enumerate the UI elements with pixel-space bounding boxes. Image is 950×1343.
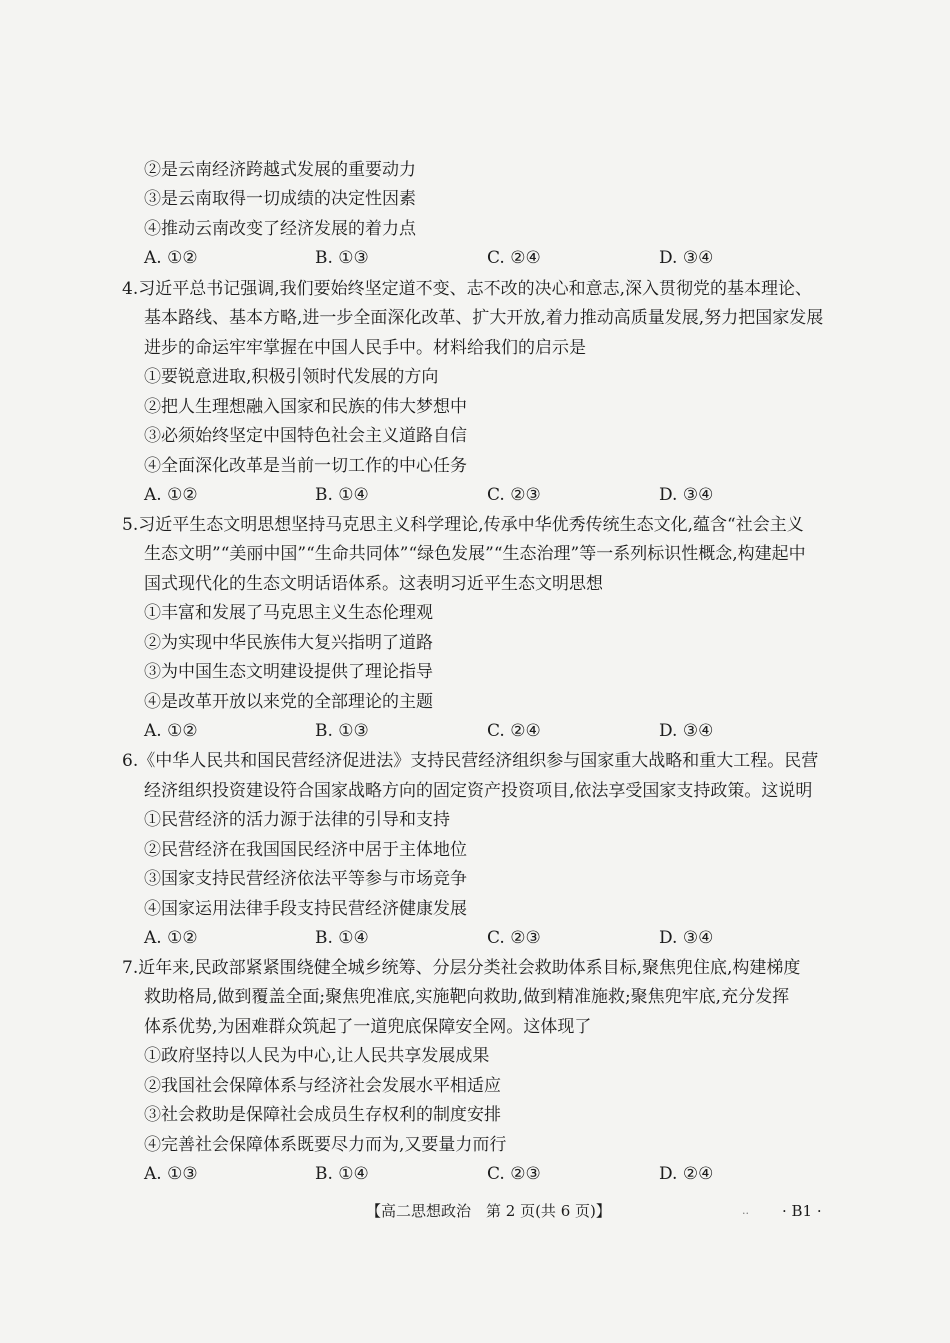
q3-choice-b: B. ①③ [315,248,369,268]
q4-stem-line-1: 4.习近平总书记强调,我们要始终坚定道不变、志不改的决心和意志,深入贯彻党的基本理论、 [122,279,813,299]
q4-stem-line-2: 基本路线、基本方略,进一步全面深化改革、扩大开放,着力推动高质量发展,努力把国家发展 [144,308,824,328]
q6-option-4: ④国家运用法律手段支持民营经济健康发展 [144,899,467,919]
q3-choice-c: C. ②④ [487,248,541,268]
q5-choice-c: C. ②④ [487,721,541,741]
q7-choice-d: D. ②④ [659,1164,714,1184]
q4-choice-c: C. ②③ [487,485,541,505]
q6-option-2: ②民营经济在我国国民经济中居于主体地位 [144,840,467,860]
q5-option-1: ①丰富和发展了马克思主义生态伦理观 [144,603,433,623]
q4-choice-d: D. ③④ [659,485,714,505]
page-footer [0,1199,950,1223]
q3-option-3: ③是云南取得一切成绩的决定性因素 [144,189,416,209]
q4-option-1: ①要锐意进取,积极引领时代发展的方向 [144,367,439,387]
footer-title: 【高二思想政治 第 2 页(共 6 页)】 [366,1202,611,1220]
q4-choice-b: B. ①④ [315,485,369,505]
q3-choice-a: A. ①② [144,248,198,268]
q5-choice-a: A. ①② [144,721,198,741]
footer-dots: .. [742,1204,749,1217]
q6-stem-line-2: 经济组织投资建设符合国家战略方向的固定资产投资项目,依法享受国家支持政策。这说明 [144,781,813,801]
q3-option-4: ④推动云南改变了经济发展的着力点 [144,219,416,239]
q7-choice-b: B. ①④ [315,1164,369,1184]
q4-option-4: ④全面深化改革是当前一切工作的中心任务 [144,456,467,476]
q6-choice-c: C. ②③ [487,928,541,948]
q7-choice-c: C. ②③ [487,1164,541,1184]
q4-stem-line-3: 进步的命运牢牢掌握在中国人民手中。材料给我们的启示是 [144,338,586,358]
q5-option-2: ②为实现中华民族伟大复兴指明了道路 [144,633,433,653]
q5-choice-d: D. ③④ [659,721,714,741]
q4-choice-a: A. ①② [144,485,198,505]
q4-option-2: ②把人生理想融入国家和民族的伟大梦想中 [144,397,467,417]
q5-stem-line-3: 国式现代化的生态文明话语体系。这表明习近平生态文明思想 [144,574,603,594]
footer-paper-code: · B1 · [782,1202,822,1220]
q7-option-3: ③社会救助是保障社会成员生存权利的制度安排 [144,1105,501,1125]
q7-stem-line-3: 体系优势,为困难群众筑起了一道兜底保障安全网。这体现了 [144,1017,592,1037]
q7-stem-line-1: 7.近年来,民政部紧紧围绕健全城乡统筹、分层分类社会救助体系目标,聚焦兜住底,构建梯度 [122,958,801,978]
q7-choice-a: A. ①③ [144,1164,198,1184]
q5-option-4: ④是改革开放以来党的全部理论的主题 [144,692,433,712]
q6-stem-line-1: 6.《中华人民共和国民营经济促进法》支持民营经济组织参与国家重大战略和重大工程。民营 [122,751,819,771]
q5-choice-b: B. ①③ [315,721,369,741]
q4-option-3: ③必须始终坚定中国特色社会主义道路自信 [144,426,467,446]
q7-option-4: ④完善社会保障体系既要尽力而为,又要量力而行 [144,1135,507,1155]
q5-stem-line-2: 生态文明”“美丽中国”“生命共同体”“绿色发展”“生态治理”等一系列标识性概念,构建起中 [144,544,806,564]
q6-choice-a: A. ①② [144,928,198,948]
q3-option-2: ②是云南经济跨越式发展的重要动力 [144,160,416,180]
q6-choice-d: D. ③④ [659,928,714,948]
q7-option-2: ②我国社会保障体系与经济社会发展水平相适应 [144,1076,501,1096]
q6-option-3: ③国家支持民营经济依法平等参与市场竞争 [144,869,467,889]
q3-choice-d: D. ③④ [659,248,714,268]
q6-choice-b: B. ①④ [315,928,369,948]
q7-option-1: ①政府坚持以人民为中心,让人民共享发展成果 [144,1046,490,1066]
q5-stem-line-1: 5.习近平生态文明思想坚持马克思主义科学理论,传承中华优秀传统生态文化,蕴含“社会主义 [122,515,804,535]
q6-option-1: ①民营经济的活力源于法律的引导和支持 [144,810,450,830]
q5-option-3: ③为中国生态文明建设提供了理论指导 [144,662,433,682]
q7-stem-line-2: 救助格局,做到覆盖全面;聚焦兜准底,实施靶向救助,做到精准施救;聚焦兜牢底,充分发挥 [144,987,790,1007]
